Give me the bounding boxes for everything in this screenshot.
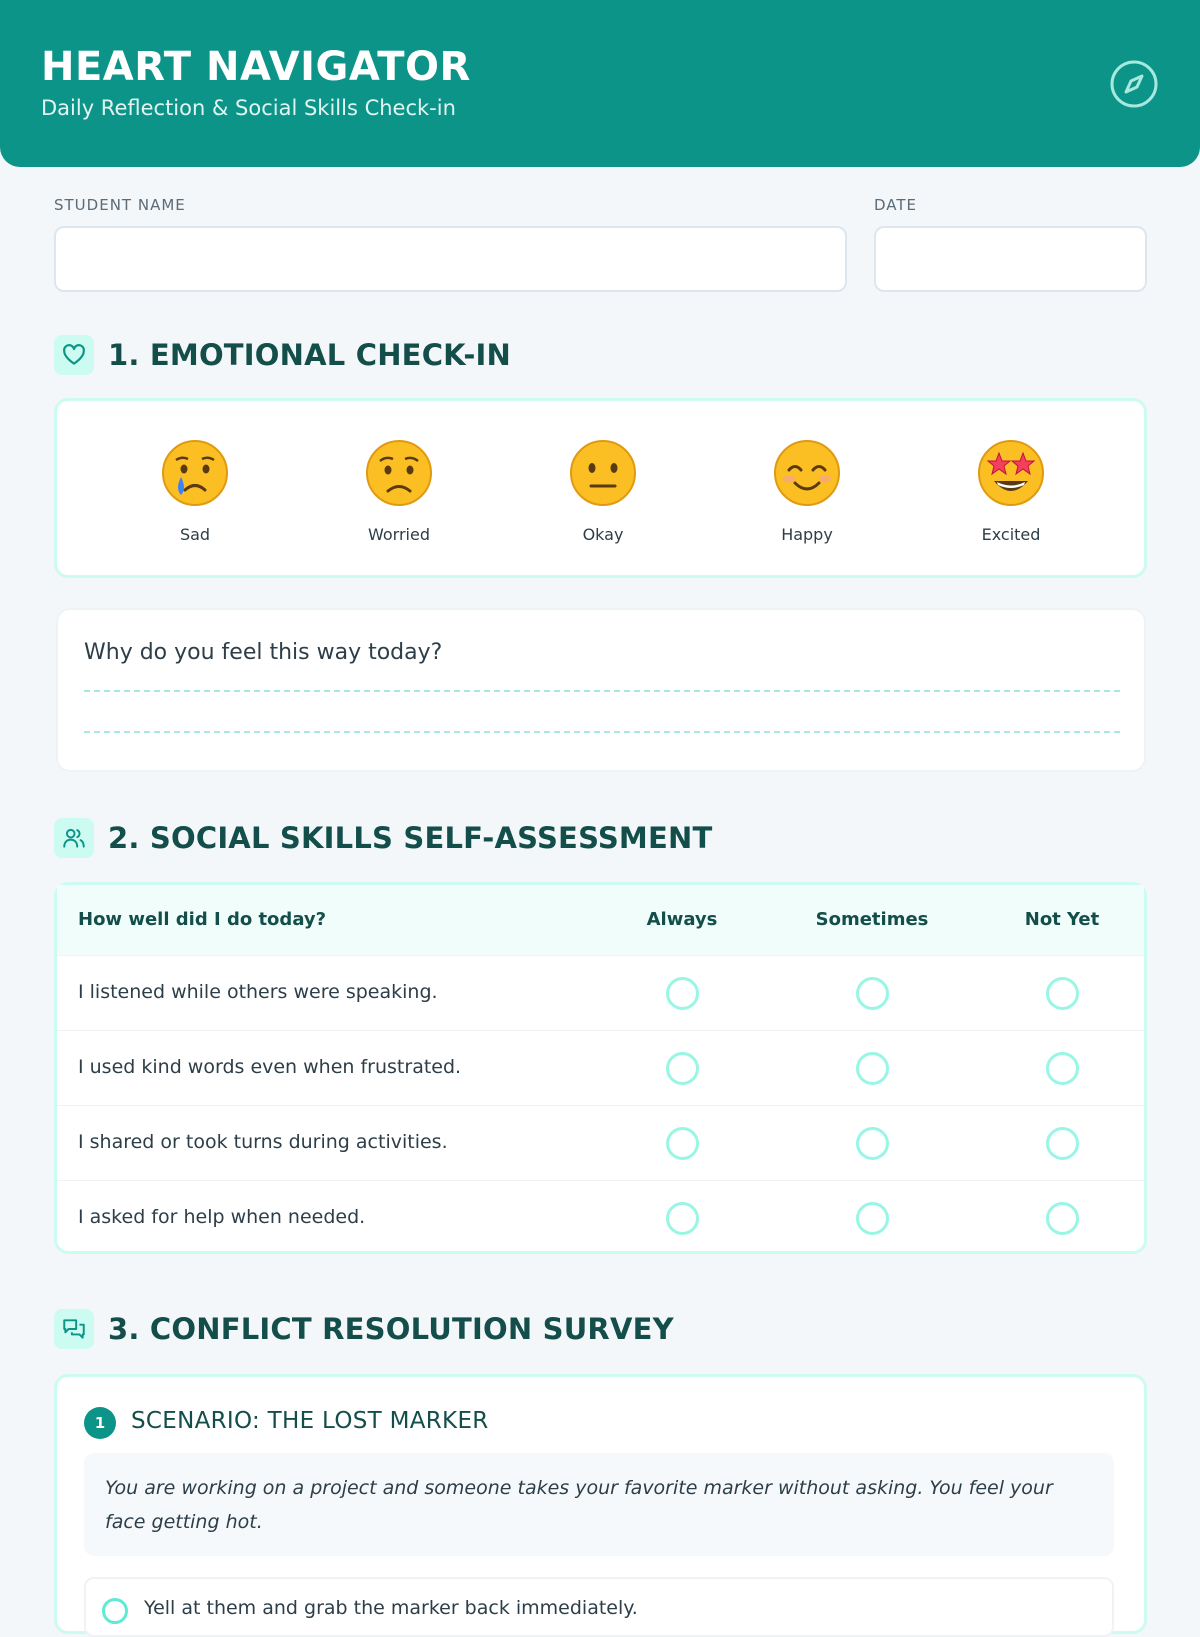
column-header: Always [646, 909, 718, 930]
radio-always[interactable] [666, 1127, 699, 1160]
skill-statement: I asked for help when needed. [78, 1206, 366, 1228]
answer-line[interactable] [84, 731, 1120, 733]
skill-statement: I used kind words even when frustrated. [78, 1056, 462, 1078]
section-conflict-heading [54, 1309, 674, 1349]
radio-always[interactable] [666, 1202, 699, 1235]
radio-sometimes[interactable] [856, 1202, 889, 1235]
mood-option-okay[interactable] [543, 439, 663, 544]
mood-option-sad[interactable] [135, 439, 255, 544]
table-row [57, 1105, 1144, 1180]
skills-assessment-table [54, 882, 1147, 1254]
radio-not-yet[interactable] [1046, 1202, 1079, 1235]
table-header [57, 885, 1144, 955]
response-option[interactable] [84, 1577, 1114, 1637]
table-row [57, 1030, 1144, 1105]
chat-bubbles-icon [54, 1309, 94, 1349]
date-input[interactable] [874, 226, 1147, 292]
skill-statement: I shared or took turns during activities. [78, 1131, 448, 1153]
scenario-title: SCENARIO: THE LOST MARKER [131, 1408, 489, 1434]
compass-icon[interactable] [1108, 58, 1160, 110]
star-struck-face-icon [977, 439, 1045, 507]
app-subtitle: Daily Reflection & Social Skills Check-in [41, 96, 456, 120]
mood-label: Worried [368, 525, 430, 544]
radio-not-yet[interactable] [1046, 1127, 1079, 1160]
table-row [57, 1180, 1144, 1255]
section-emotional-heading [54, 335, 511, 375]
mood-label: Okay [582, 525, 624, 544]
radio-sometimes[interactable] [856, 1127, 889, 1160]
section-title: 2. SOCIAL SKILLS SELF-ASSESSMENT [108, 821, 713, 855]
mood-label: Happy [781, 525, 833, 544]
mood-selector [54, 398, 1147, 578]
column-header: Sometimes [815, 909, 929, 930]
scenario-description-box [84, 1453, 1114, 1556]
date-label: DATE [874, 196, 918, 214]
section-title: 3. CONFLICT RESOLUTION SURVEY [108, 1312, 674, 1346]
app-title: HEART NAVIGATOR [41, 44, 471, 90]
crying-face-icon [161, 439, 229, 507]
option-text: Yell at them and grab the marker back immediately. [144, 1597, 638, 1619]
option-radio[interactable] [102, 1598, 128, 1624]
radio-sometimes[interactable] [856, 1052, 889, 1085]
skill-statement: I listened while others were speaking. [78, 981, 438, 1003]
radio-sometimes[interactable] [856, 977, 889, 1010]
radio-not-yet[interactable] [1046, 977, 1079, 1010]
mood-label: Excited [981, 525, 1041, 544]
mood-option-worried[interactable] [339, 439, 459, 544]
radio-always[interactable] [666, 1052, 699, 1085]
page-header [0, 0, 1200, 167]
feeling-reason-card [56, 608, 1146, 772]
worried-face-icon [365, 439, 433, 507]
neutral-face-icon [569, 439, 637, 507]
users-icon [54, 818, 94, 858]
mood-option-happy[interactable] [747, 439, 867, 544]
scenario-number-badge: 1 [84, 1407, 116, 1439]
column-header: How well did I do today? [78, 909, 327, 930]
smiling-face-icon [773, 439, 841, 507]
answer-line[interactable] [84, 690, 1120, 692]
radio-not-yet[interactable] [1046, 1052, 1079, 1085]
mood-label: Sad [179, 525, 211, 544]
scenario-card [54, 1374, 1147, 1634]
student-name-input[interactable] [54, 226, 847, 292]
column-header: Not Yet [1024, 909, 1100, 930]
mood-option-excited[interactable] [951, 439, 1071, 544]
table-row [57, 955, 1144, 1030]
feeling-reason-question: Why do you feel this way today? [84, 640, 443, 665]
radio-always[interactable] [666, 977, 699, 1010]
student-name-label: STUDENT NAME [54, 196, 186, 214]
section-title: 1. EMOTIONAL CHECK-IN [108, 338, 512, 372]
heart-icon [54, 335, 94, 375]
section-social-heading [54, 818, 712, 858]
scenario-description: You are working on a project and someone takes your favorite marker without asking. You feel your face getting hot. [105, 1477, 1053, 1533]
